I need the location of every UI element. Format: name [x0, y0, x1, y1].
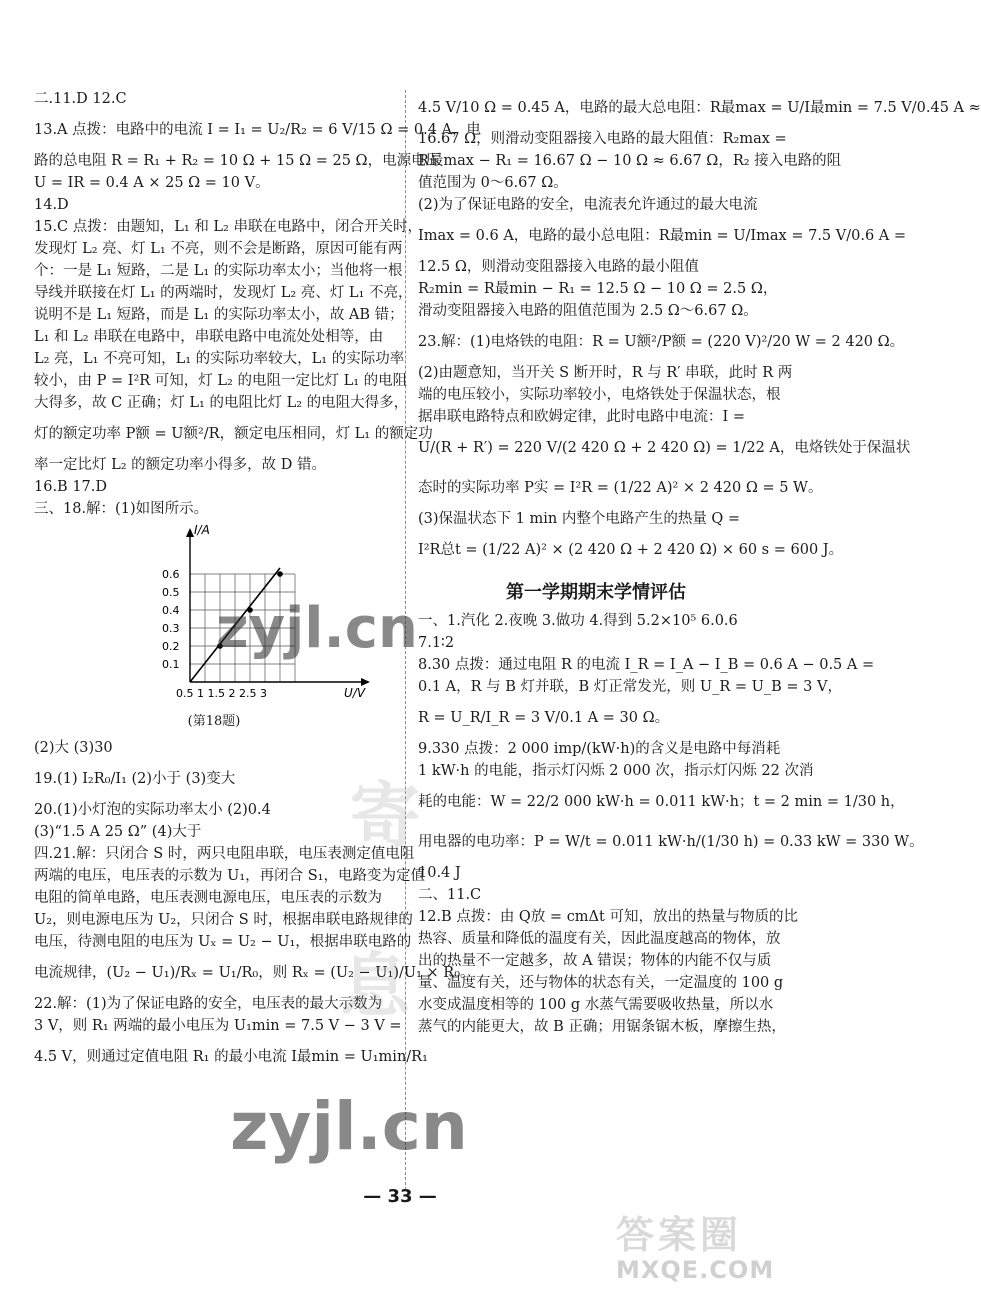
text-line: 大得多，故 C 正确；灯 L₁ 的电阻比灯 L₂ 的电阻大得多，: [34, 395, 409, 411]
text-line: U = IR = 0.4 A × 25 Ω = 10 V。: [34, 175, 270, 191]
text-line: (2)为了保证电路的安全，电流表允许通过的最大电流: [418, 197, 758, 213]
text-line: L₂ 亮，L₁ 不亮可知，L₁ 的实际功率较大，L₁ 的实际功率: [34, 351, 405, 367]
text-line: 10.4 J: [418, 865, 461, 881]
text-line: 路的总电阻 R = R₁ + R₂ = 10 Ω + 15 Ω = 25 Ω，电源电压: [34, 153, 441, 169]
text-line: U₂，则电源电压为 U₂，只闭合 S 时，根据串联电路规律的: [34, 912, 413, 928]
stamp-watermark: 寄: [350, 775, 420, 857]
y-arrow-icon: [186, 528, 194, 537]
right-answers-2: [418, 610, 924, 1038]
logo-brand: 答案圈: [616, 1213, 743, 1257]
text-line: 电压，待测电阻的电压为 Uₓ = U₂ − U₁，根据串联电路的: [34, 934, 412, 950]
text-line: 个：一是 L₁ 短路，二是 L₁ 的实际功率太小；当他将一根: [34, 263, 403, 279]
text-line: R最max − R₁ = 16.67 Ω − 10 Ω ≈ 6.67 Ω，R₂ 接入电路的阻: [418, 153, 842, 169]
text-line: 值范围为 0～6.67 Ω。: [418, 175, 568, 191]
text-line: 三、18.解：(1)如图所示。: [34, 501, 209, 517]
text-line: 水变成温度相等的 100 g 水蒸气需要吸收热量，所以水: [418, 997, 774, 1013]
y-axis-label: I/A: [194, 523, 210, 537]
text-line: 两端的电压，电压表的示数为 U₁，再闭合 S₁，电路变为定值: [34, 868, 425, 884]
text-line: 9.330 点拨：2 000 imp/(kW·h)的含义是电路中每消耗: [418, 741, 781, 757]
text-line: R = U_R/I_R = 3 V/0.1 A = 30 Ω。: [418, 710, 670, 726]
text-line: 二、11.C: [418, 887, 482, 903]
text-line: Imax = 0.6 A，电路的最小总电阻：R最min = U/Imax = 7.5 V/0.6 A =: [418, 228, 907, 244]
text-line: 8.30 点拨：通过电阻 R 的电流 I_R = I_A − I_B = 0.6 A − 0.5 A =: [418, 657, 875, 673]
text-line: (3)“1.5 A 25 Ω” (4)大于: [34, 824, 202, 840]
text-line: 端的电压较小，实际功率较小，电烙铁处于保温状态，根: [418, 387, 781, 403]
right-column: [418, 88, 981, 1038]
y-tick-label: 0.3: [162, 622, 180, 635]
text-line: 率一定比灯 L₂ 的额定功率小得多，故 D 错。: [34, 457, 327, 473]
y-tick-label: 0.1: [162, 658, 180, 671]
logo-domain: MXQE.COM: [616, 1256, 775, 1284]
text-line: 4.5 V/10 Ω = 0.45 A，电路的最大总电阻：R最max = U/I最min = 7.5 V/0.45 A ≈: [418, 100, 981, 116]
text-line: 电流规律，(U₂ − U₁)/Rₓ = U₁/R₀，则 Rₓ = (U₂ − U₁)/U₁ × R₀。: [34, 965, 475, 981]
x-tick-labels: 0.5 1 1.5 2 2.5 3: [176, 687, 267, 700]
text-line: 0.1 A，R 与 B 灯并联，B 灯正常发光，则 U_R = U_B = 3 V，: [418, 679, 842, 695]
section-title: 第一学期期末学情评估: [506, 582, 686, 603]
text-line: 12.B 点拨：由 Q放 = cmΔt 可知，放出的热量与物质的比: [418, 909, 798, 925]
watermark-zyjl-bottom: zyjl.cn: [230, 1088, 468, 1165]
figure-caption: (第18题): [187, 714, 241, 729]
text-line: 15.C 点拨：由题知，L₁ 和 L₂ 串联在电路中，闭合开关时，: [34, 219, 422, 235]
left-answers: [34, 88, 482, 520]
text-line: 用电器的电功率：P = W/t = 0.011 kW·h/(1/30 h) = 0.33 kW = 330 W。: [418, 834, 924, 850]
text-line: 电阻的简单电路，电压表测电源电压，电压表的示数为: [34, 890, 382, 906]
text-line: 16.B 17.D: [34, 479, 108, 495]
text-line: (2)由题意知，当开关 S 断开时，R 与 R′ 串联，此时 R 两: [418, 365, 793, 381]
text-line: 12.5 Ω，则滑动变阻器接入电路的最小阻值: [418, 259, 699, 275]
text-line: 14.D: [34, 197, 69, 213]
text-line: 4.5 V，则通过定值电阻 R₁ 的最小电流 I最min = U₁min/R₁: [34, 1049, 428, 1065]
text-line: 19.(1) I₂R₀/I₁ (2)小于 (3)变大: [34, 771, 236, 787]
text-line: R₂min = R最min − R₁ = 12.5 Ω − 10 Ω = 2.5 Ω，: [418, 281, 778, 297]
text-line: 1 kW·h 的电能，指示灯闪烁 2 000 次，指示灯闪烁 22 次消: [418, 763, 814, 779]
text-line: L₁ 和 L₂ 串联在电路中，串联电路中电流处处相等，由: [34, 329, 384, 345]
text-line: 23.解：(1)电烙铁的电阻：R = U额²/P额 = (220 V)²/20 W = 2 420 Ω。: [418, 334, 905, 350]
text-line: 22.解：(1)为了保证电路的安全，电压表的最大示数为: [34, 996, 383, 1012]
text-line: 四.21.解：只闭合 S 时，两只电阻串联，电压表测定值电阻: [34, 846, 415, 862]
text-line: 发现灯 L₂ 亮、灯 L₁ 不亮，则不会是断路，原因可能有两: [34, 241, 403, 257]
text-line: 导线并联接在灯 L₁ 的两端时，发现灯 L₂ 亮、灯 L₁ 不亮，: [34, 285, 413, 301]
text-line: 二.11.D 12.C: [34, 91, 127, 107]
text-line: 蒸气的内能更大，故 B 正确；用锯条锯木板，摩擦生热，: [418, 1019, 786, 1035]
right-answers: [418, 88, 981, 570]
text-line: 据串联电路特点和欧姆定律，此时电路中电流：I =: [418, 409, 745, 425]
y-tick-label: 0.4: [162, 604, 180, 617]
stamp-watermark-2: 息: [340, 945, 410, 1027]
text-line: 13.A 点拨：电路中的电流 I = I₁ = U₂/R₂ = 6 V/15 Ω = 0.4 A，电: [34, 122, 482, 138]
text-line: 态时的实际功率 P实 = I²R = (1/22 A)² × 2 420 Ω = 5 W。: [418, 480, 823, 496]
text-line: U/(R + R′) = 220 V/(2 420 Ω + 2 420 Ω) = 1/22 A，电烙铁处于保温状: [418, 440, 911, 456]
text-line: 出的热量不一定越多，故 A 错误；物体的内能不仅与质: [418, 953, 772, 969]
text-line: 16.67 Ω，则滑动变阻器接入电路的最大阻值：R₂max =: [418, 131, 787, 147]
text-line: 热容、质量和降低的温度有关，因此温度越高的物体，放: [418, 931, 781, 947]
text-line: 一、1.汽化 2.夜晚 3.做功 4.得到 5.2×10⁵ 6.0.6: [418, 613, 738, 629]
text-line: (3)保温状态下 1 min 内整个电路产生的热量 Q =: [418, 511, 741, 527]
x-axis-label: U/V: [344, 686, 366, 700]
y-tick-label: 0.6: [162, 568, 180, 581]
text-line: 7.1∶2: [418, 635, 455, 651]
text-line: 3 V，则 R₁ 两端的最小电压为 U₁min = 7.5 V − 3 V =: [34, 1018, 402, 1034]
y-tick-label: 0.2: [162, 640, 180, 653]
page-number: — 33 —: [363, 1186, 437, 1207]
text-line: I²R总t = (1/22 A)² × (2 420 Ω + 2 420 Ω) × 60 s = 600 J。: [418, 542, 844, 558]
x-arrow-icon: [361, 678, 370, 686]
watermark-zyjl-top: zyjl.cn: [216, 596, 418, 661]
text-line: 耗的电能：W = 22/2 000 kW·h = 0.011 kW·h；t = 2 min = 1/30 h，: [418, 794, 905, 810]
y-tick-label: 0.5: [162, 586, 180, 599]
text-line: (2)大 (3)30: [34, 740, 113, 756]
data-point: [277, 571, 283, 577]
text-line: 20.(1)小灯泡的实际功率太小 (2)0.4: [34, 802, 271, 818]
text-line: 量、温度有关，还与物体的状态有关，一定温度的 100 g: [418, 975, 784, 991]
y-tick-labels: [162, 568, 180, 671]
mxqe-logo: [616, 1202, 786, 1290]
text-line: 灯的额定功率 P额 = U额²/R，额定电压相同，灯 L₁ 的额定功: [34, 426, 433, 442]
text-line: 滑动变阻器接入电路的阻值范围为 2.5 Ω～6.67 Ω。: [418, 303, 758, 319]
text-line: 较小，由 P = I²R 可知，灯 L₂ 的电阻一定比灯 L₁ 的电阻: [34, 373, 408, 389]
text-line: 说明不是 L₁ 短路，而是 L₁ 的实际功率太小，故 AB 错；: [34, 307, 404, 323]
